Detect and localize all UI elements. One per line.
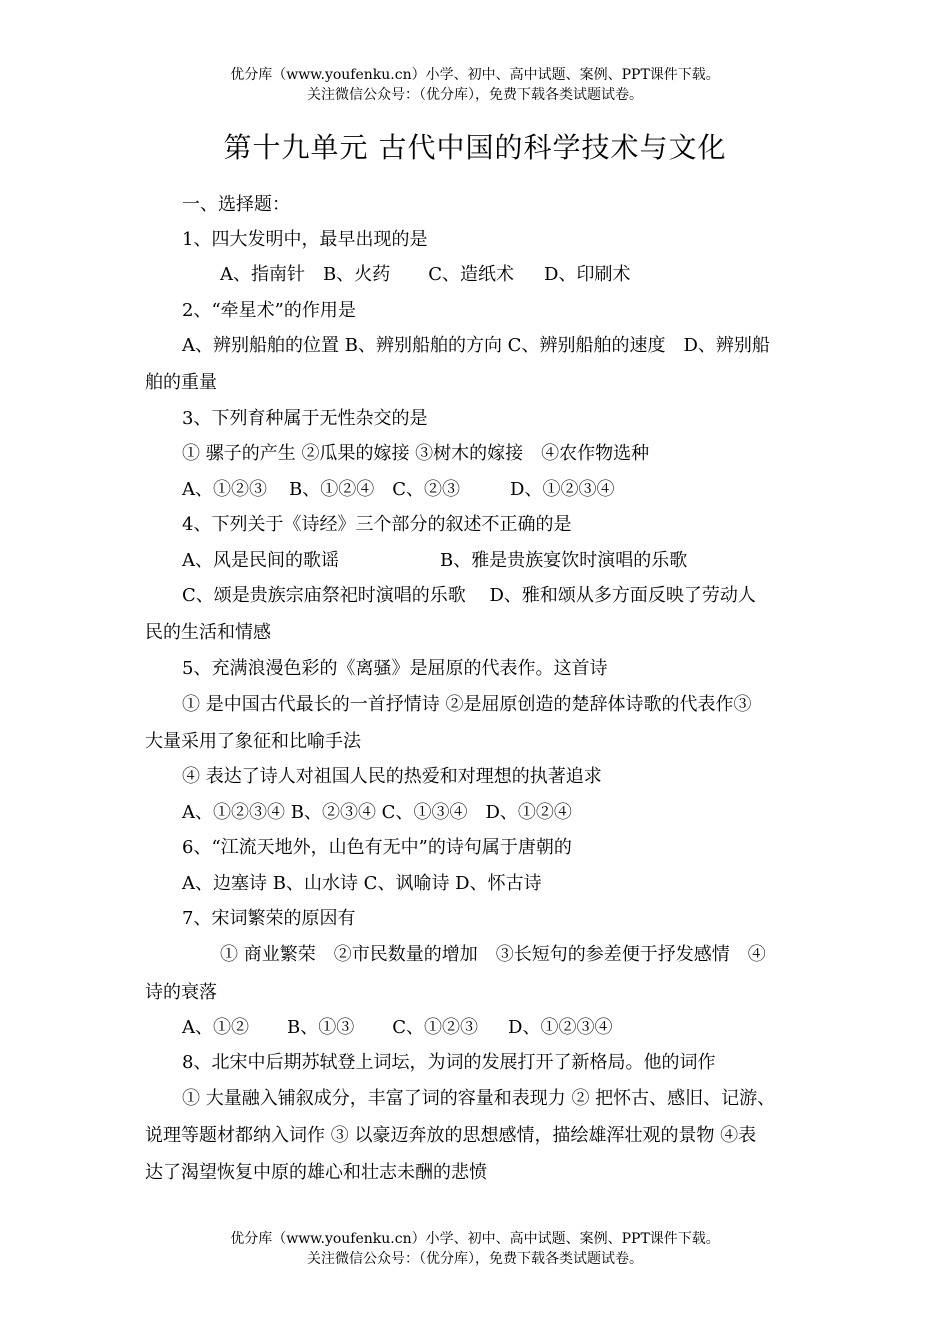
question-2-options-line-2: 舶的重量: [145, 372, 217, 393]
question-7-stem: 7、宋词繁荣的原因有: [182, 908, 356, 929]
q3-option-d: D、①②③④: [510, 479, 615, 500]
question-1-stem: 1、四大发明中，最早出现的是: [182, 229, 428, 250]
question-7-options: [182, 1015, 612, 1041]
question-6-options: A、边塞诗 B、山水诗 C、讽喻诗 D、怀古诗: [182, 873, 542, 894]
question-8-items-2: 说理等题材都纳入词作 ③ 以豪迈奔放的思想感情，描绘雄浑壮观的景物 ④表: [145, 1125, 757, 1146]
question-6-stem: 6、“江流天地外，山色有无中”的诗句属于唐朝的: [182, 837, 572, 858]
question-8-stem: 8、北宋中后期苏轼登上词坛，为词的发展打开了新格局。他的词作: [182, 1052, 716, 1073]
question-5-items-2: 大量采用了象征和比喻手法: [145, 731, 361, 752]
question-3-options: [182, 477, 614, 503]
footer-line-1: 优分库（www.youfenku.cn）小学、初中、高中试题、案例、PPT课件下载。: [230, 1231, 720, 1247]
question-5-stem: 5、充满浪漫色彩的《离骚》是屈原的代表作。这首诗: [182, 658, 608, 679]
question-5-items-3: ④ 表达了诗人对祖国人民的热爱和对理想的执著追求: [182, 766, 602, 787]
header-line-1: 优分库（www.youfenku.cn）小学、初中、高中试题、案例、PPT课件下载。: [230, 67, 720, 83]
q1-option-a: A、指南针: [220, 264, 305, 285]
question-5-items-1: ① 是中国古代最长的一首抒情诗 ②是屈原创造的楚辞体诗歌的代表作③: [182, 694, 752, 715]
question-4-option-b: B、雅是贵族宴饮时演唱的乐歌: [440, 550, 688, 571]
question-1-options: [220, 262, 630, 288]
question-7-items-2: 诗的衰落: [145, 982, 217, 1003]
question-5-options: A、①②③④ B、②③④ C、①③④ D、①②④: [182, 802, 572, 823]
page-title: 第十九单元 古代中国的科学技术与文化: [223, 131, 727, 164]
question-4-options-cd: C、颂是贵族宗庙祭祀时演唱的乐歌 D、雅和颂从多方面反映了劳动人: [182, 585, 756, 606]
q3-option-c: C、②③: [392, 479, 461, 500]
q1-option-b: B、火药: [323, 264, 391, 285]
footer-line-2: 关注微信公众号：（优分库），免费下载各类试题试卷。: [307, 1251, 643, 1267]
question-4-stem: 4、下列关于《诗经》三个部分的叙述不正确的是: [182, 514, 572, 535]
q1-option-d: D、印刷术: [544, 264, 631, 285]
question-3-stem: 3、下列育种属于无性杂交的是: [182, 408, 428, 429]
question-4-option-a: A、风是民间的歌谣: [182, 550, 339, 571]
question-3-items: ① 骡子的产生 ②瓜果的嫁接 ③树木的嫁接 ④农作物选种: [182, 443, 650, 464]
question-2-stem: 2、“牵星术”的作用是: [182, 300, 356, 321]
q7-option-d: D、①②③④: [508, 1017, 613, 1038]
q7-option-c: C、①②③: [392, 1017, 479, 1038]
question-2-options-line-1: A、辨别船舶的位置 B、辨别船舶的方向 C、辨别船舶的速度 D、辨别船: [182, 335, 770, 356]
question-7-items-1: ① 商业繁荣 ②市民数量的增加 ③长短句的参差便于抒发感情 ④: [220, 944, 766, 965]
q7-option-b: B、①③: [287, 1017, 355, 1038]
question-8-items-3: 达了渴望恢复中原的雄心和壮志未酬的悲愤: [145, 1162, 487, 1183]
q7-option-a: A、①②: [182, 1017, 249, 1038]
q3-option-b: B、①②④: [289, 479, 375, 500]
question-4-option-d-cont: 民的生活和情感: [145, 622, 271, 643]
q1-option-c: C、造纸术: [428, 264, 515, 285]
question-8-items-1: ① 大量融入铺叙成分，丰富了词的容量和表现力 ② 把怀古、感旧、记游、: [182, 1088, 776, 1109]
q3-option-a: A、①②③: [182, 479, 267, 500]
section-heading: 一、选择题：: [182, 194, 290, 215]
header-line-2: 关注微信公众号：（优分库），免费下载各类试题试卷。: [307, 87, 643, 103]
